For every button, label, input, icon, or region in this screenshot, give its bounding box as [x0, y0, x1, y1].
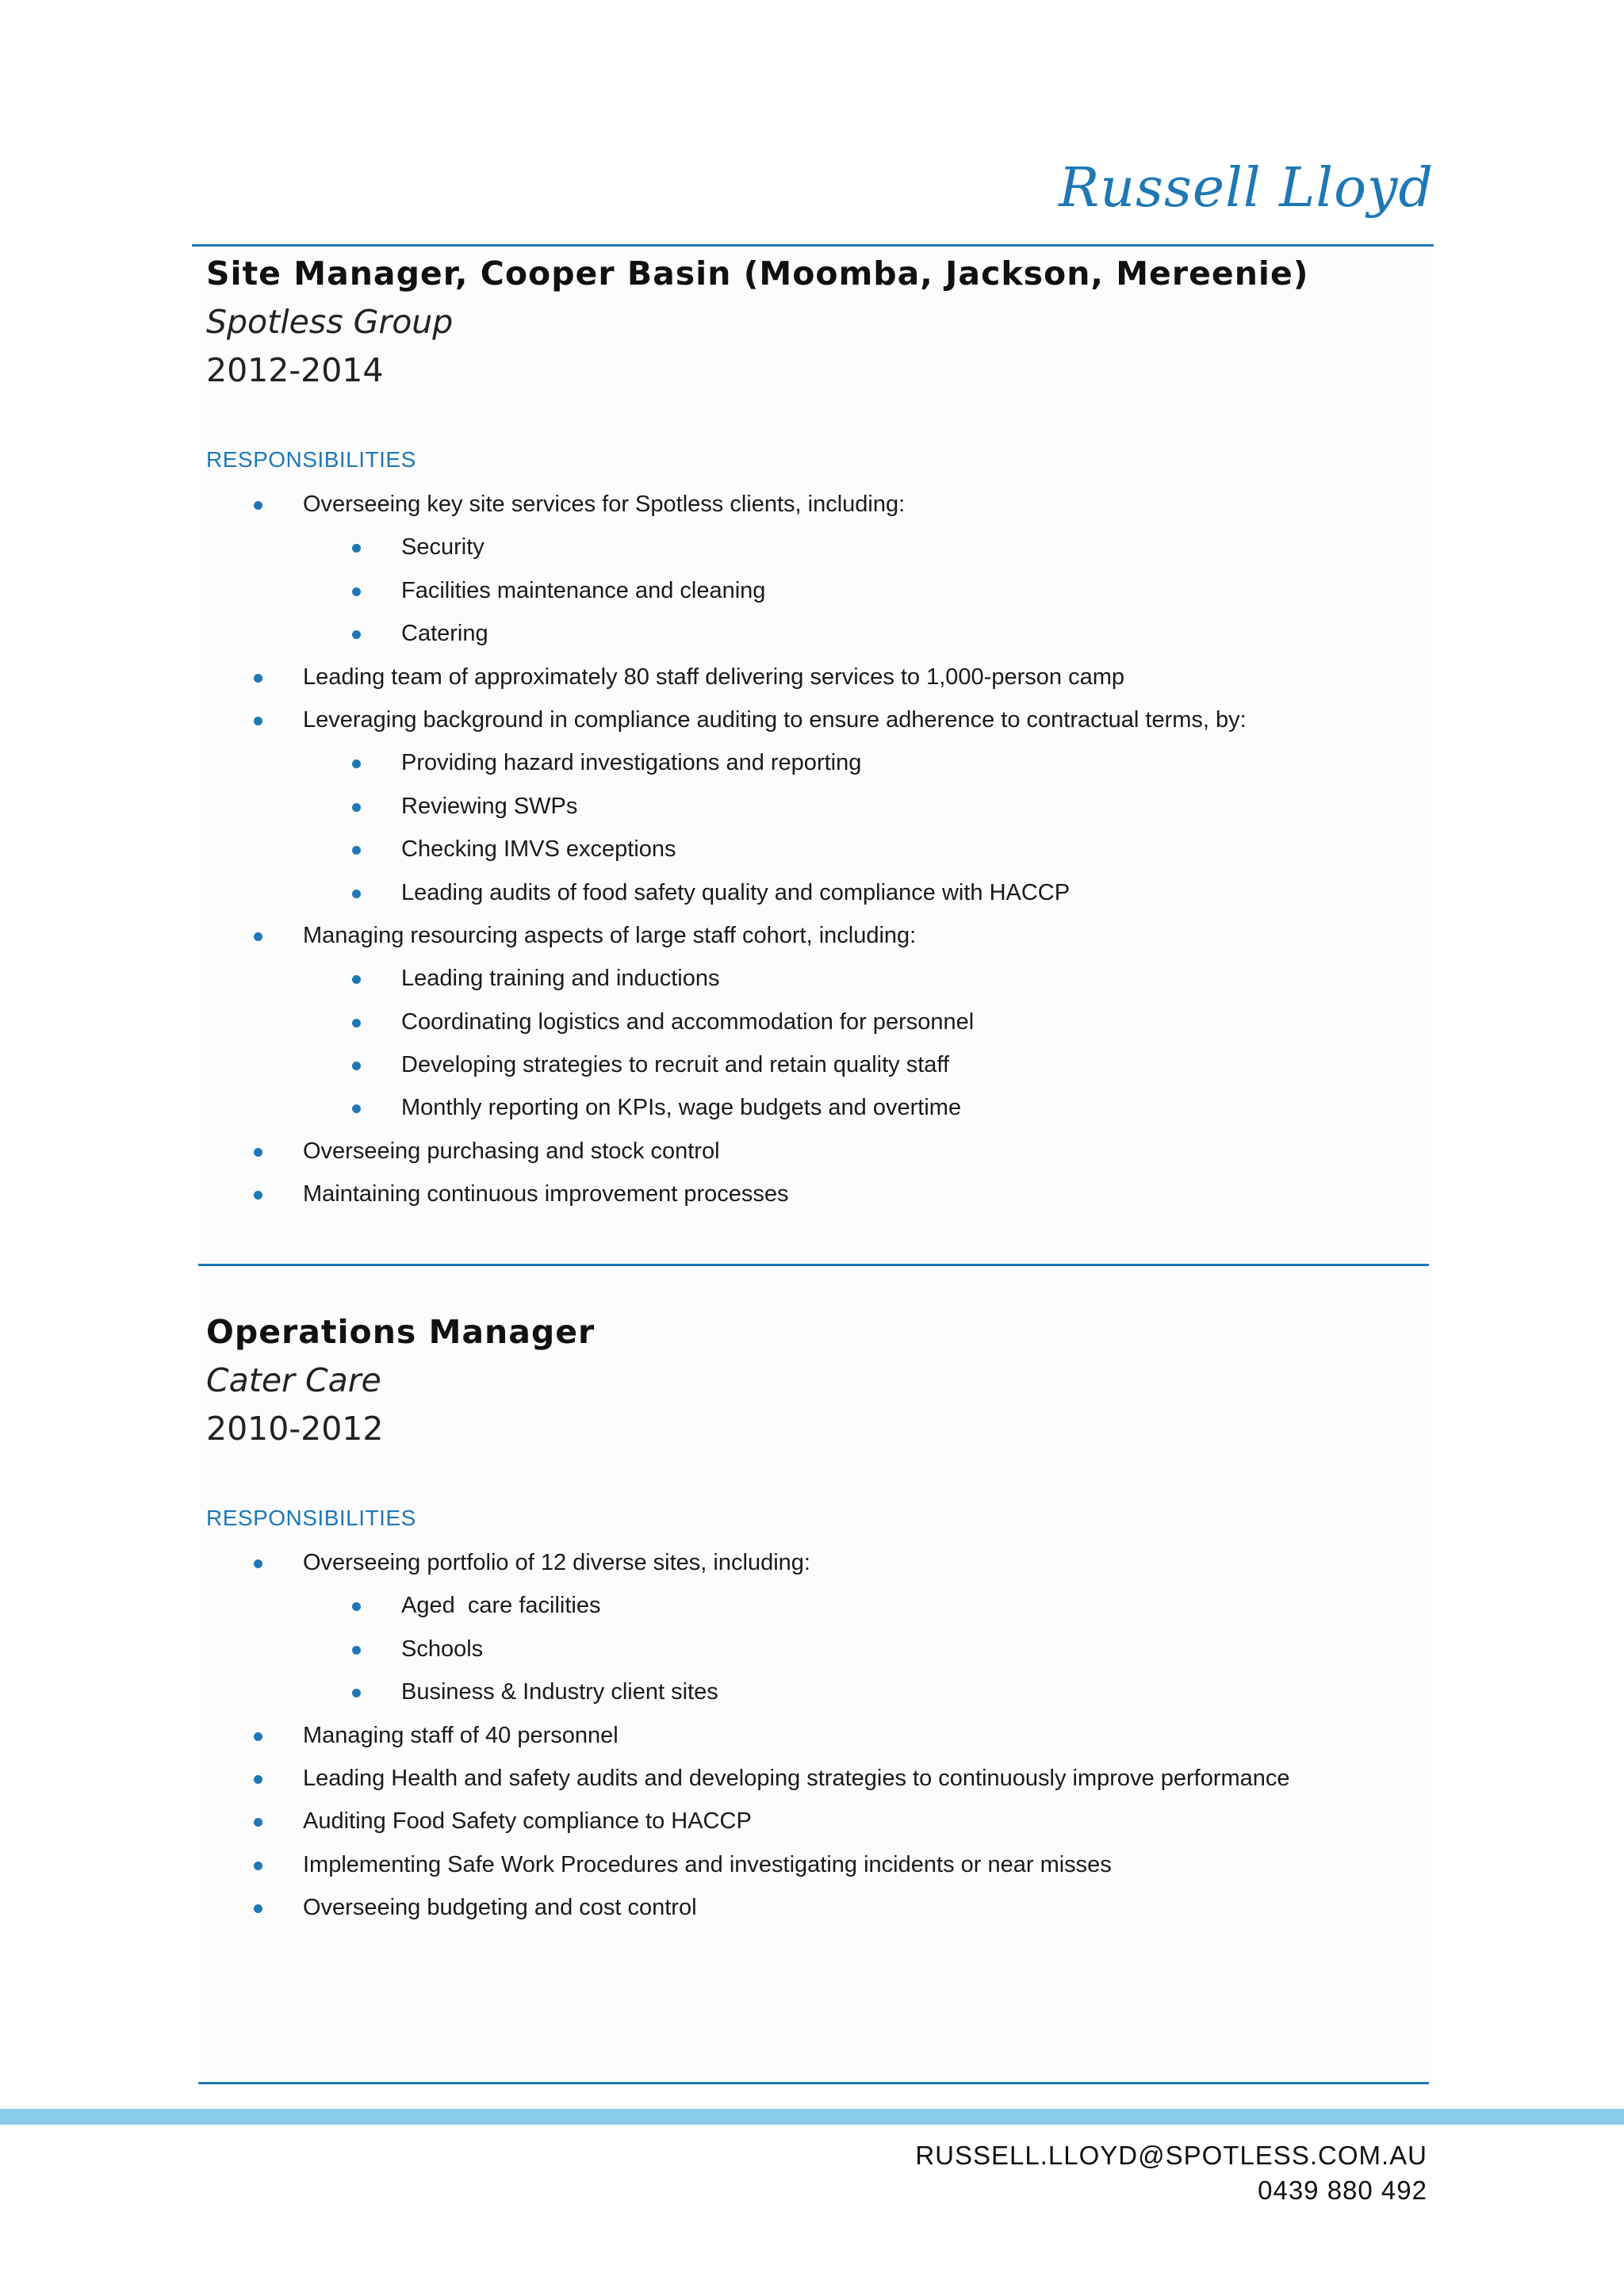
bullet-icon	[352, 890, 361, 898]
footer-band	[0, 2109, 1624, 2125]
bullet-icon	[254, 1862, 262, 1870]
bullet-icon	[352, 630, 361, 639]
list-item: Overseeing purchasing and stock control	[198, 1130, 1247, 1173]
bullet-icon	[254, 501, 262, 510]
bullet-icon	[352, 846, 361, 855]
bullet-icon	[352, 1646, 361, 1655]
candidate-name: Russell Lloyd	[1059, 157, 1434, 220]
list-item: Developing strategies to recruit and retain quality staff	[198, 1043, 1247, 1086]
bullet-icon	[254, 1904, 262, 1913]
responsibilities-list	[198, 1541, 1290, 1930]
bullet-icon	[254, 1818, 262, 1827]
list-item: Business & Industry client sites	[198, 1670, 1290, 1713]
section-divider	[198, 1264, 1429, 1266]
contact-email[interactable]: RUSSELL.LLOYD@SPOTLESS.COM.AU	[915, 2141, 1427, 2170]
bullet-icon	[254, 1732, 262, 1741]
bullet-icon	[352, 587, 361, 596]
bullet-icon	[352, 1602, 361, 1611]
bullet-icon	[352, 760, 361, 768]
bullet-icon	[254, 932, 262, 941]
bullet-icon	[352, 803, 361, 812]
bullet-icon	[254, 1148, 262, 1157]
company-name: Cater Care	[206, 1361, 381, 1399]
list-item: Aged care facilities	[198, 1584, 1290, 1627]
list-item: Overseeing portfolio of 12 diverse sites, including:	[198, 1541, 1290, 1584]
list-item: Managing resourcing aspects of large staff cohort, including:	[198, 914, 1247, 957]
bullet-icon	[352, 1019, 361, 1027]
bullet-icon	[352, 1689, 361, 1697]
employment-years: 2010-2012	[206, 1410, 384, 1448]
list-item: Catering	[198, 612, 1247, 655]
bullet-icon	[352, 1104, 361, 1113]
bullet-icon	[254, 1191, 262, 1200]
responsibilities-list	[198, 483, 1247, 1216]
list-item: Facilities maintenance and cleaning	[198, 569, 1247, 612]
header-divider	[192, 244, 1434, 247]
list-item: Leading Health and safety audits and developing strategies to continuously improve performance	[198, 1757, 1290, 1800]
list-item: Checking IMVS exceptions	[198, 828, 1247, 871]
section-divider	[198, 2082, 1429, 2084]
contact-phone[interactable]: 0439 880 492	[1258, 2175, 1427, 2205]
bullet-icon	[352, 975, 361, 984]
job-section-2	[198, 1269, 1432, 2080]
job-title: Operations Manager	[206, 1313, 596, 1351]
list-item: Maintaining continuous improvement processes	[198, 1173, 1247, 1215]
list-item: Monthly reporting on KPIs, wage budgets and overtime	[198, 1086, 1247, 1129]
list-item: Overseeing key site services for Spotless clients, including:	[198, 483, 1247, 526]
list-item: Providing hazard investigations and reporting	[198, 741, 1247, 784]
bullet-icon	[254, 1775, 262, 1784]
list-item: Auditing Food Safety compliance to HACCP	[198, 1800, 1290, 1843]
list-item: Leading audits of food safety quality and compliance with HACCP	[198, 871, 1247, 914]
responsibilities-heading: RESPONSIBILITIES	[206, 1506, 416, 1530]
list-item: Reviewing SWPs	[198, 785, 1247, 828]
bullet-icon	[352, 1062, 361, 1070]
employment-years: 2012-2014	[206, 351, 384, 389]
list-item: Leading team of approximately 80 staff delivering services to 1,000-person camp	[198, 656, 1247, 698]
list-item: Security	[198, 526, 1247, 568]
job-section-1	[198, 247, 1432, 1262]
job-title: Site Manager, Cooper Basin (Moomba, Jackson, Mereenie)	[206, 254, 1309, 293]
list-item: Leading training and inductions	[198, 957, 1247, 1000]
list-item: Implementing Safe Work Procedures and investigating incidents or near misses	[198, 1843, 1290, 1886]
company-name: Spotless Group	[206, 303, 454, 341]
responsibilities-heading: RESPONSIBILITIES	[206, 447, 416, 472]
list-item: Overseeing budgeting and cost control	[198, 1886, 1290, 1929]
bullet-icon	[254, 717, 262, 725]
list-item: Managing staff of 40 personnel	[198, 1714, 1290, 1757]
list-item: Coordinating logistics and accommodation for personnel	[198, 1001, 1247, 1043]
bullet-icon	[254, 674, 262, 683]
list-item: Leveraging background in compliance auditing to ensure adherence to contractual terms, by:	[198, 698, 1247, 741]
list-item: Schools	[198, 1628, 1290, 1670]
bullet-icon	[352, 544, 361, 553]
bullet-icon	[254, 1559, 262, 1568]
